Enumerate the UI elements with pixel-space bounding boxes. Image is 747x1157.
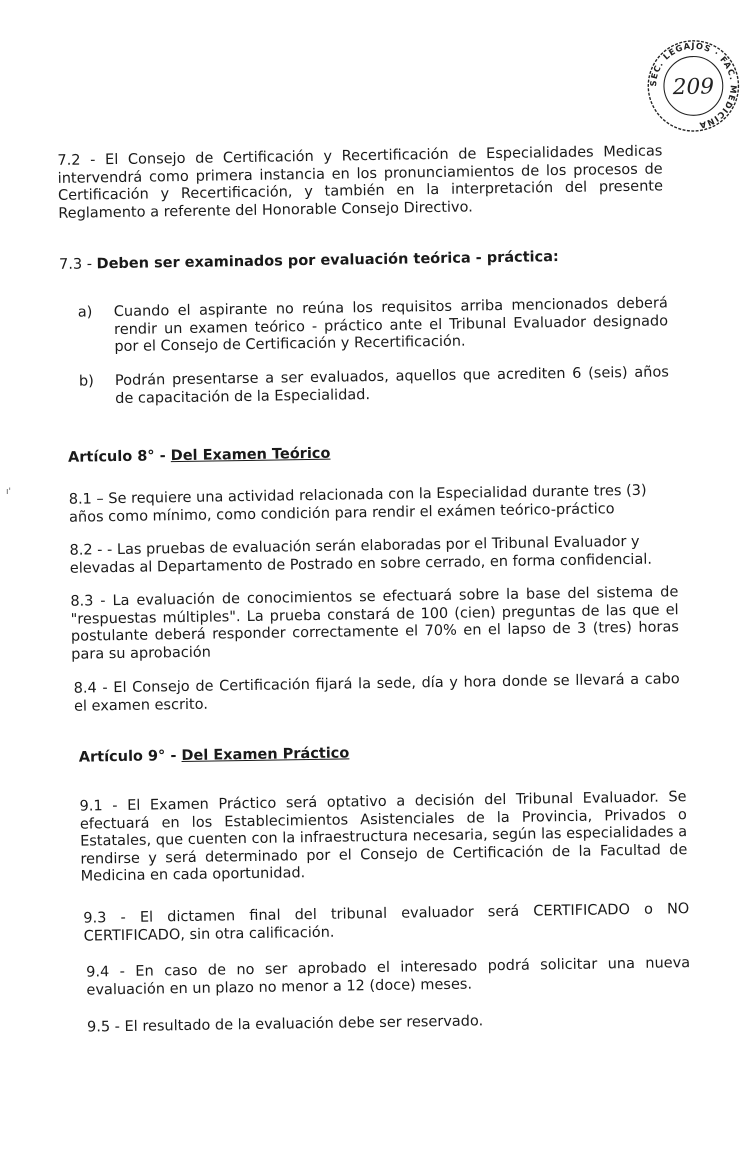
article-8-heading bbox=[68, 446, 331, 466]
section-8-2: 8.2 - - Las pruebas de evaluación serán elaboradas por el Tribunal Evaluador y elevadas al Departamento de Postrado en sobre cerrado, en forma confidencial. bbox=[69, 533, 653, 577]
section-9-3: 9.3 - El dictamen final del tribunal evaluador será CERTIFICADO o NO CERTIFICADO, sin otra calificación. bbox=[83, 901, 690, 945]
article-9-title: Del Examen Práctico bbox=[181, 745, 350, 765]
section-9-5: 9.5 - El resultado de la evaluación debe ser reservado. bbox=[86, 1013, 484, 1036]
stamp-ring-text: SEC. LEGAJOS · FAC. MEDICINA bbox=[647, 40, 739, 131]
list-item-a bbox=[78, 295, 669, 358]
list-item-text: Cuando el aspirante no reúna los requisitos arriba mencionados deberá rendir un examen teórico - práctico ante el Tribunal Evaluador designado por el Consejo de Certificación y Recertificación. bbox=[113, 295, 669, 356]
section-7-3-heading bbox=[59, 247, 664, 274]
list-marker: a) bbox=[77, 304, 93, 321]
article-8-title: Del Examen Teórico bbox=[170, 445, 331, 465]
section-8-4: 8.4 - El Consejo de Certificación fijará la sede, día y hora donde se llevará a cabo el examen escrito. bbox=[73, 671, 680, 715]
article-9-heading bbox=[79, 745, 350, 765]
article-9-label: Artículo 9° - bbox=[78, 748, 182, 766]
list-item-b bbox=[79, 364, 669, 409]
list-item-text: Podrán presentarse a ser evaluados, aquellos que acrediten 6 (seis) años de capacitación de la Especialidad. bbox=[114, 364, 669, 407]
section-7-2: 7.2 - El Consejo de Certificación y Recertificación de Especialidades Medicas intervendrá como primera instancia en los pronunciamientos de los procesos de Certificación y Recertificación, y también en la interpretación del presente Reglamento a referente del Honorable Consejo Directivo. bbox=[57, 143, 664, 222]
section-7-3-prefix: 7.3 - bbox=[58, 256, 97, 273]
section-8-3: 8.3 - La evaluación de conocimientos se efectuará sobre la base del sistema de "respuestas múltiples". La prueba constará de 100 (cien) preguntas de las que el postulante deberá responder correctamente el 70% en el lapso de 3 (tres) horas para su aprobación bbox=[70, 584, 679, 663]
section-7-3-title: Deben ser examinados por evaluación teórica - práctica: bbox=[96, 249, 559, 273]
list-marker: b) bbox=[78, 373, 94, 390]
section-9-1: 9.1 - El Examen Práctico será optativo a decisión del Tribunal Evaluador. Se efectuará en los Establecimientos Asistenciales de la Provincia, Privados o Estatales, que cuenten con la infraestructura necesaria, según las especialidades a rendirse y será determinado por el Consejo de Certificación de la Facultad de Medicina en cada oportunidad. bbox=[79, 789, 688, 885]
section-9-4: 9.4 - En caso de no ser aprobado el interesado podrá solicitar una nueva evaluación en un plazo no menor a 12 (doce) meses. bbox=[86, 955, 691, 999]
article-8-label: Artículo 8° - bbox=[67, 448, 171, 466]
folio-stamp bbox=[644, 36, 744, 136]
folio-number: 209 bbox=[672, 74, 715, 101]
section-8-1: 8.1 – Se requiere una actividad relacionada con la Especialidad durante tres (3) años como mínimo, como condición para rendir el exámen teórico-práctico bbox=[68, 482, 647, 526]
margin-mark: ı' bbox=[6, 487, 11, 497]
